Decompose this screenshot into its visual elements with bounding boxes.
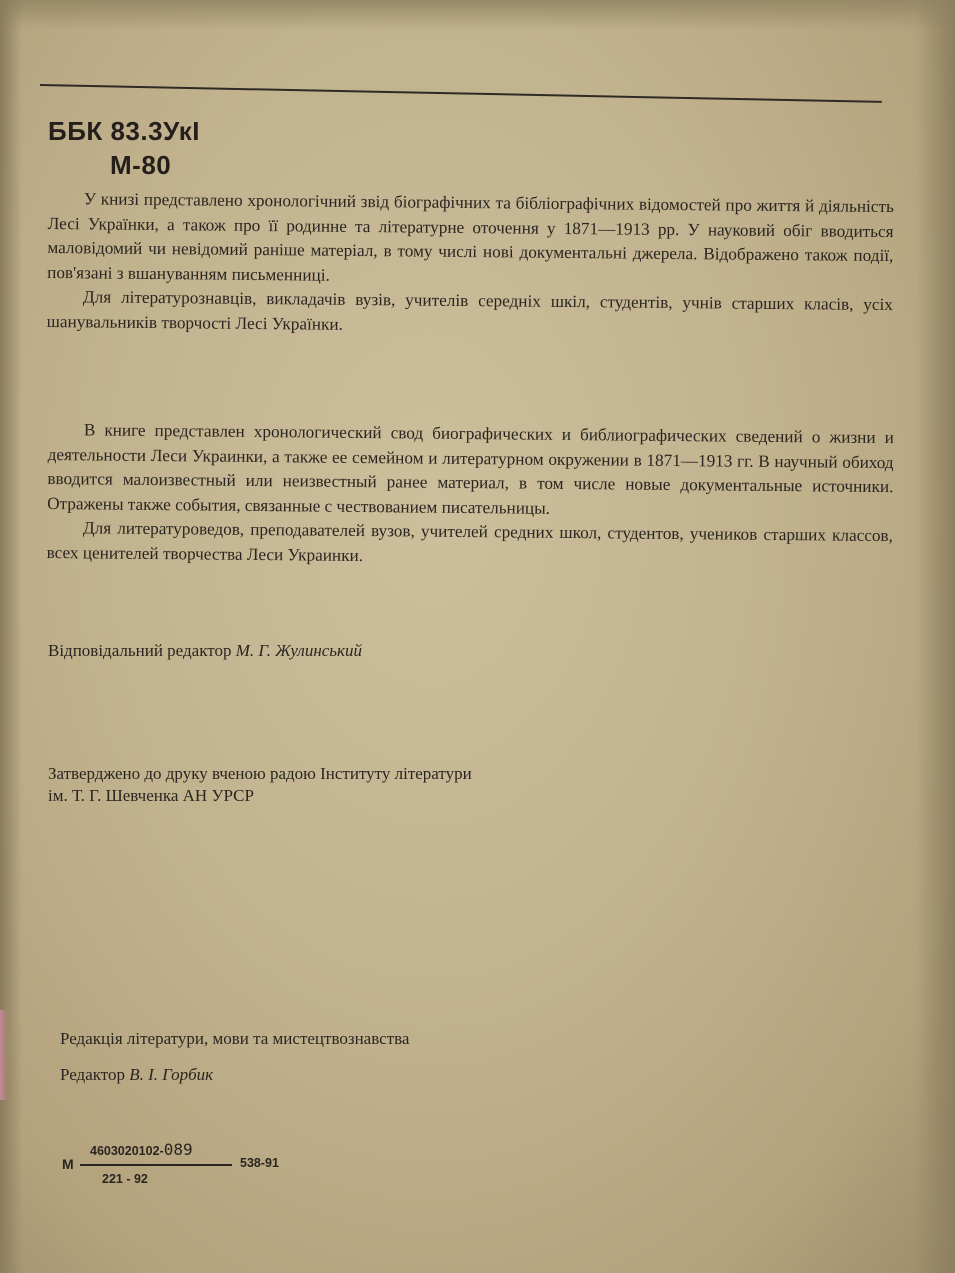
index-fraction-line	[80, 1164, 232, 1166]
editor-name: В. І. Горбик	[129, 1065, 214, 1084]
approval-line-2: ім. Т. Г. Шевченка АН УРСР	[48, 786, 254, 805]
index-letter: М	[62, 1156, 74, 1172]
annotation-ukrainian	[47, 187, 894, 342]
responsible-editor	[48, 640, 362, 662]
index-handwritten-digits: 089	[163, 1140, 193, 1159]
index-top-digits: 4603020102-	[90, 1144, 164, 1158]
index-top-number	[90, 1140, 193, 1159]
editor-label: Редактор	[60, 1065, 125, 1084]
annotation-ua-paragraph-2: Для літературознавців, викладачів вузів, учителів середніх шкіл, студентів, учнів старших класів, усіх шанувальників творчості Лесі Українки.	[46, 287, 894, 334]
top-rule	[40, 84, 882, 103]
page-shadow-right	[915, 0, 955, 1273]
annotation-ru-paragraph-1: В книге представлен хронологический свод биографических и библиографических сведений о жизни и деятельности Леси Украинки, а также ее семейном и литературном окружении в 1871—1913 гг. В научный обиход вводится малоизвестный или неизвестный ранее материал, в том числе новые документальные источники. Отражены также события, связанные с чествованием писательницы.	[47, 420, 894, 518]
annotation-ua-paragraph-1: У книзі представлено хронологічний звід біографічних та бібліографічних відомостей про життя й діяльність Лесі Українки, а також про її родинне та літературне оточення у 1871—1913 рр. У науковий обіг вводиться маловідомий чи невідомий раніше матеріал, в тому числі нові документальні джерела. Відображено також події, пов'язані з вшануванням письменниці.	[47, 189, 894, 285]
annotation-ru-paragraph-2: Для литературоведов, преподавателей вузов, учителей средних школ, студентов, учеников старших классов, всех ценителей творчества Леси Украинки.	[46, 518, 894, 565]
bbk-code: ББК 83.3УкI	[48, 116, 200, 146]
bbk-classification	[48, 114, 200, 182]
author-mark: М-80	[110, 150, 172, 180]
responsible-editor-name: М. Г. Жулинський	[235, 641, 362, 660]
page-shadow-top	[0, 0, 955, 30]
redaction-name: Редакція літератури, мови та мистецтвознавства	[60, 1029, 410, 1048]
responsible-editor-label: Відповідальний редактор	[48, 641, 232, 660]
index-right-number: 538-91	[240, 1156, 279, 1170]
approval-note	[48, 763, 688, 807]
index-bottom-number: 221 - 92	[102, 1172, 148, 1186]
editor	[60, 1064, 213, 1086]
pink-edge	[0, 1010, 8, 1100]
approval-line-1: Затверджено до друку вченою радою Інституту літератури	[48, 764, 472, 783]
annotation-russian	[47, 418, 894, 573]
